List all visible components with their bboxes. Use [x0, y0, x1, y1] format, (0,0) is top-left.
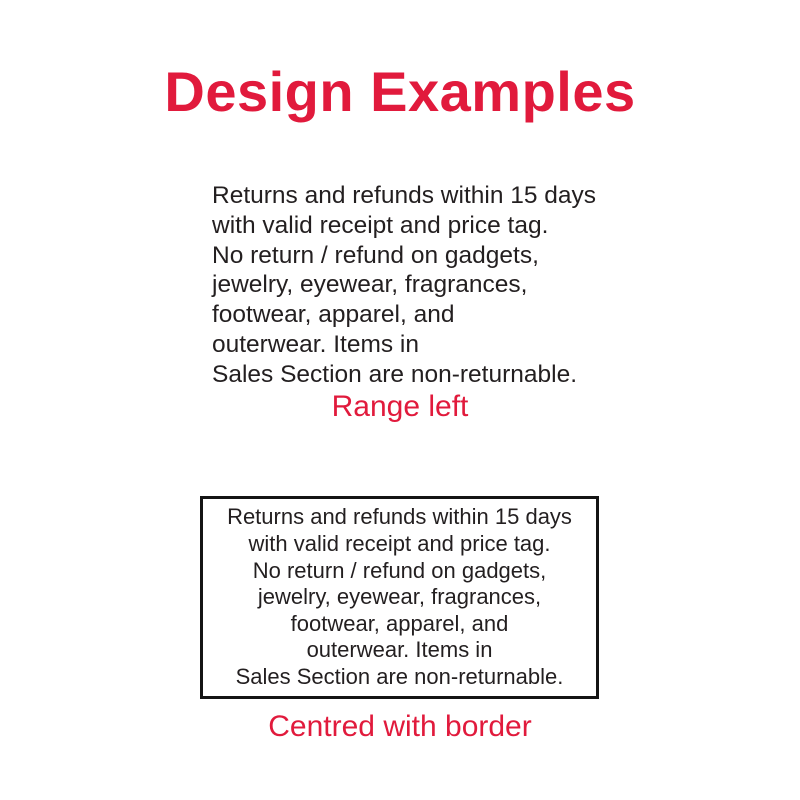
- sample-text-line: Returns and refunds within 15 days: [227, 504, 572, 530]
- sample-text-line: with valid receipt and price tag.: [248, 531, 551, 557]
- sample-text-line: with valid receipt and price tag.: [212, 211, 549, 239]
- sample-text-line: Returns and refunds within 15 days: [212, 182, 597, 209]
- sample-text-line: No return / refund on gadgets,: [212, 241, 539, 269]
- sample-text-line: footwear, apparel, and: [290, 610, 509, 636]
- sample-text-line: jewelry, eyewear, fragrances,: [212, 271, 528, 299]
- page-title: Design Examples: [164, 60, 636, 123]
- sample-centred-border-box: [200, 496, 599, 699]
- sample-text-line: Sales Section are non-returnable.: [212, 360, 577, 388]
- caption-range-left: Range left: [331, 390, 469, 423]
- sample-text-line: jewelry, eyewear, fragrances,: [257, 584, 542, 610]
- sample-text-line: footwear, apparel, and: [212, 301, 455, 329]
- sample-text-line: outerwear. Items in: [212, 330, 419, 358]
- sample-text-line: No return / refund on gadgets,: [252, 557, 547, 583]
- caption-centred-with-border: Centred with border: [268, 710, 532, 743]
- sample-text-line: outerwear. Items in: [306, 637, 493, 663]
- sample-text-line: Sales Section are non-returnable.: [235, 663, 564, 689]
- sample-range-left-text: [212, 181, 642, 390]
